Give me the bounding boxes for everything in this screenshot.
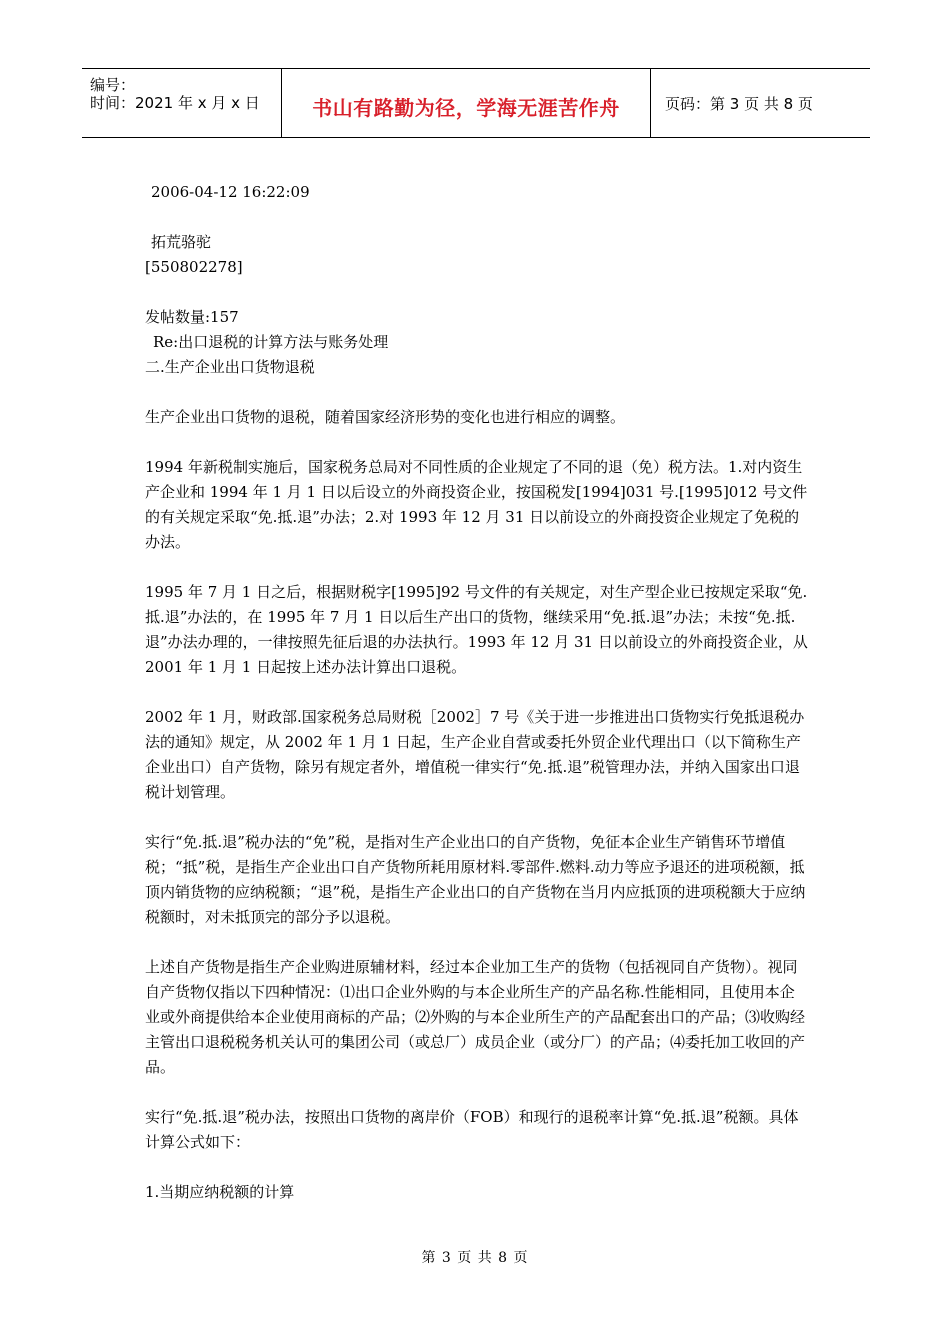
body-paragraph: 2002 年 1 月，财政部.国家税务总局财税［2002］7 号《关于进一步推进出口货物实行免抵退税办法的通知》规定，从 2002 年 1 月 1 日起，生产企业自营或委托外贸企业代理出口（以下简称生产企业出口）自产货物，除另有规定者外，增值税一律实行“免.抵.退”税管理办法，并纳入国家出口退税计划管理。 [145, 708, 805, 801]
body-paragraph: 上述自产货物是指生产企业购进原辅材料，经过本企业加工生产的货物（包括视同自产货物）。视同自产货物仅指以下四种情况：⑴出口企业外购的与本企业所生产的产品名称.性能相同，且使用本企业或外商提供给本企业使用商标的产品；⑵外购的与本企业所生产的产品配套出口的产品；⑶收购经主管出口退税税务机关认可的集团公司（或总厂）成员企业（或分厂）的产品；⑷委托加工收回的产品。 [145, 958, 806, 1076]
body-paragraph: 实行“免.抵.退”税办法的“免”税，是指对生产企业出口的自产货物，免征本企业生产销售环节增值税；“抵”税，是指生产企业出口自产货物所耗用原材料.零部件.燃料.动力等应予退还的进项税额，抵顶内销货物的应纳税额；“退”税，是指生产企业出口的自产货物在当月内应抵顶的进项税额大于应纳税额时，对未抵顶完的部分予以退税。 [145, 833, 806, 926]
header-page-cell [651, 69, 870, 137]
header-meta-cell [82, 69, 281, 137]
header-motto: 书山有路勤为径，学海无涯苦作舟 [312, 96, 620, 120]
post-content [145, 180, 809, 1205]
body-paragraph: 1995 年 7 月 1 日之后，根据财税字[1995]92 号文件的有关规定，对生产型企业已按规定采取“免.抵.退”办法的，在 1995 年 7 月 1 日以后生产出口的货物，继续采用“免.抵.退”办法；未按“免.抵.退”办法办理的，一律按照先征后退的办法执行。1993 年 12 月 31 日以前设立的外商投资企业，从 2001 年 1 月 1 日起按上述办法计算出口退税。 [145, 583, 808, 676]
header-motto-cell [281, 69, 651, 137]
header-page-info: 页码：第 3 页 共 8 页 [665, 95, 813, 113]
body-paragraph: 1994 年新税制实施后，国家税务总局对不同性质的企业规定了不同的退（免）税方法。1.对内资生产企业和 1994 年 1 月 1 日以后设立的外商投资企业，按国税发[1994]031 号.[1995]012 号文件的有关规定采取“免.抵.退”办法；2.对 1993 年 12 月 31 日以前设立的外商投资企业规定了免税的办法。 [145, 458, 808, 551]
document-date: 时间：2021 年 x 月 x 日 [90, 94, 260, 112]
post-count: 发帖数量:157 [145, 308, 239, 326]
post-user-id: [550802278] [145, 258, 243, 276]
post-timestamp: 2006-04-12 16:22:09 [151, 183, 310, 201]
page-header [82, 68, 870, 138]
page-footer: 第 3 页 共 8 页 [421, 1250, 529, 1266]
reply-title: Re:出口退税的计算方法与账务处理 [153, 333, 389, 351]
section-title: 二.生产企业出口货物退税 [145, 358, 315, 376]
body-paragraph: 1.当期应纳税额的计算 [145, 1183, 295, 1201]
body-paragraph: 实行“免.抵.退”税办法，按照出口货物的离岸价（FOB）和现行的退税率计算“免.抵.退”税额。具体计算公式如下： [145, 1108, 799, 1151]
body-paragraph: 生产企业出口货物的退税，随着国家经济形势的变化也进行相应的调整。 [145, 408, 626, 426]
document-number-label: 编号： [90, 76, 136, 94]
post-author: 拓荒骆驼 [151, 233, 212, 251]
